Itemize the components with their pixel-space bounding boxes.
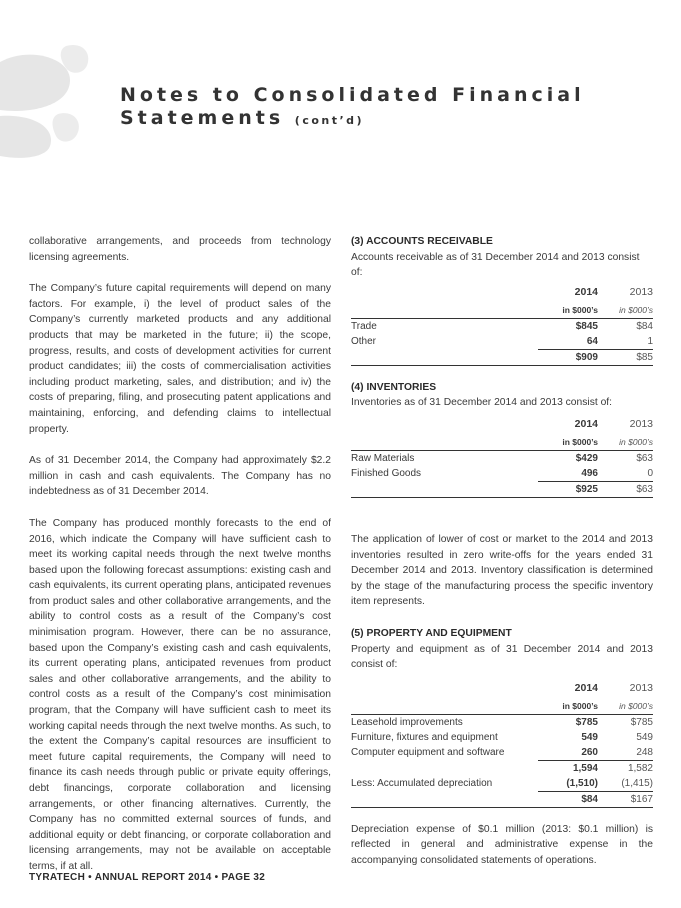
row-label: Finished Goods — [351, 468, 422, 480]
subtotal-current: 1,594 — [538, 760, 598, 776]
year-current: 2014 — [574, 418, 598, 431]
decorative-shapes — [0, 40, 90, 160]
table-row — [351, 450, 653, 466]
total-current: $909 — [538, 349, 598, 365]
unit-prior: in $000’s — [619, 304, 653, 315]
title-line-1: Notes to Consolidated Financial — [120, 84, 585, 106]
paragraph: As of 31 December 2014, the Company had approximately $2.2 million in cash and cash equivalents. The Company has no indebtedness as of 31 December 2014. — [29, 455, 331, 498]
property-intro: Property and equipment as of 31 December 2014 and 2013 consist of: — [351, 643, 653, 671]
row-current: $845 — [538, 318, 598, 334]
total-row — [351, 791, 653, 807]
row-prior: $63 — [598, 450, 653, 466]
year-prior: 2013 — [629, 286, 653, 299]
total-current: $925 — [538, 481, 598, 497]
row-label: Furniture, fixtures and equipment — [351, 731, 498, 743]
total-row — [351, 481, 653, 497]
inventories-note: The application of lower of cost or market to the 2014 and 2013 inventories resulted in zero write-offs for the years ended 31 December 2014 and 2013. Inventory classification is determined by the stage of the manufacturing process the specific inventory item represents. — [351, 533, 653, 608]
year-current: 2014 — [574, 286, 598, 299]
total-prior: $85 — [598, 349, 653, 365]
total-prior: $63 — [598, 481, 653, 497]
paragraph: The Company has produced monthly forecasts to the end of 2016, which indicate the Company will have sufficient cash to meet its working capital needs through the next twelve months based upon the following forecast assumptions: existing cash and cash equivalents, its current operating plans, anticipated revenues from product sales and other collaborative arrangements, and the ability to control costs as a result of the Company’s cost minimisation program. However, there can be no assurance, based upon the Company’s existing cash and cash equivalents, its current operating plans, anticipated revenues from product sales and other collaborative arrangements, and the ability to control costs as a result of the Company’s cost minimisation program, that the Company will have sufficient cash to meet its working capital needs through the next twelve months. As such, to the extent the Company’s capital resources are insufficient to meet future capital requirements, the Company will need to finance its cash needs through public or private equity offerings, debt financings, corporate collaboration and licensing arrangements, or other financing alternatives. Currently, the Company has no committed external sources of funds, and additional equity or debt financing, or corporate collaboration and licensing arrangements, may not be available on acceptable terms, if at all. — [29, 517, 331, 872]
depreciation-current: (1,510) — [566, 777, 598, 789]
title-statements: Statements — [120, 107, 285, 129]
row-label: Other — [351, 336, 377, 348]
total-row — [351, 349, 653, 365]
title-line-2 — [120, 107, 585, 132]
row-prior: 1 — [647, 335, 653, 347]
row-label: Leasehold improvements — [351, 714, 538, 730]
property-table — [351, 679, 653, 808]
row-current: 260 — [581, 746, 598, 758]
title-contd: (cont’d) — [294, 114, 365, 127]
row-current: $785 — [538, 714, 598, 730]
table-row — [351, 730, 653, 745]
subtotal-prior: 1,582 — [598, 760, 653, 776]
total-current: $84 — [538, 791, 598, 807]
right-column — [351, 234, 653, 869]
page-footer: TYRATECH • ANNUAL REPORT 2014 • PAGE 32 — [29, 872, 266, 883]
paragraph: collaborative arrangements, and proceeds from technology licensing agreements. — [29, 236, 331, 263]
table-row — [351, 318, 653, 334]
receivables-heading: (3) ACCOUNTS RECEIVABLE — [351, 236, 493, 247]
inventories-heading: (4) INVENTORIES — [351, 381, 437, 393]
paragraph: The Company’s future capital requirements will depend on many factors. For example, i) the level of product sales of the Company’s currently marketed products and any additional products that may be marketed in the future; ii) the scope, progress, results, and costs of development activities for current product candidates; iii) the costs of commercialisation activities including product marketing, sales, and distribution; and iv) the costs of preparing, filing, and prosecuting patent applications and maintaining, enforcing, and defending claims to intellectual property. — [29, 283, 331, 435]
row-label: Less: Accumulated depreciation — [351, 777, 493, 789]
inventories-table — [351, 415, 653, 498]
row-prior: $785 — [598, 714, 653, 730]
table-row — [351, 334, 653, 350]
unit-current: in $000’s — [562, 436, 598, 447]
receivables-intro: Accounts receivable as of 31 December 2014 and 2013 consist of: — [351, 251, 640, 279]
row-label: Trade — [351, 318, 538, 334]
row-prior: $84 — [598, 318, 653, 334]
unit-prior: in $000’s — [619, 436, 653, 447]
row-prior: 0 — [647, 467, 653, 479]
row-label: Raw Materials — [351, 450, 538, 466]
row-label: Computer equipment and software — [351, 746, 505, 758]
table-row — [351, 714, 653, 730]
subtotal-row — [351, 760, 653, 776]
left-column — [29, 234, 331, 891]
year-current: 2014 — [574, 682, 598, 695]
row-prior: 549 — [636, 731, 653, 743]
row-prior: 248 — [636, 746, 653, 758]
year-prior: 2013 — [629, 682, 653, 695]
year-prior: 2013 — [629, 418, 653, 431]
row-current: $429 — [538, 450, 598, 466]
row-current: 64 — [586, 335, 598, 347]
depreciation-prior: (1,415) — [621, 777, 653, 789]
unit-prior: in $000’s — [619, 700, 653, 711]
inventories-intro: Inventories as of 31 December 2014 and 2013 consist of: — [351, 397, 613, 409]
depreciation-row — [351, 776, 653, 792]
depreciation-note: Depreciation expense of $0.1 million (2013: $0.1 million) is reflected in general and administrative expense in the accompanying consolidated statements of operations. — [351, 823, 653, 866]
total-prior: $167 — [598, 791, 653, 807]
unit-current: in $000’s — [562, 304, 598, 315]
row-current: 496 — [581, 467, 598, 479]
row-current: 549 — [581, 731, 598, 743]
table-row — [351, 466, 653, 482]
table-row — [351, 745, 653, 761]
receivables-table — [351, 283, 653, 366]
page-title — [120, 84, 585, 132]
unit-current: in $000’s — [562, 700, 598, 711]
property-heading: (5) PROPERTY AND EQUIPMENT — [351, 627, 512, 639]
